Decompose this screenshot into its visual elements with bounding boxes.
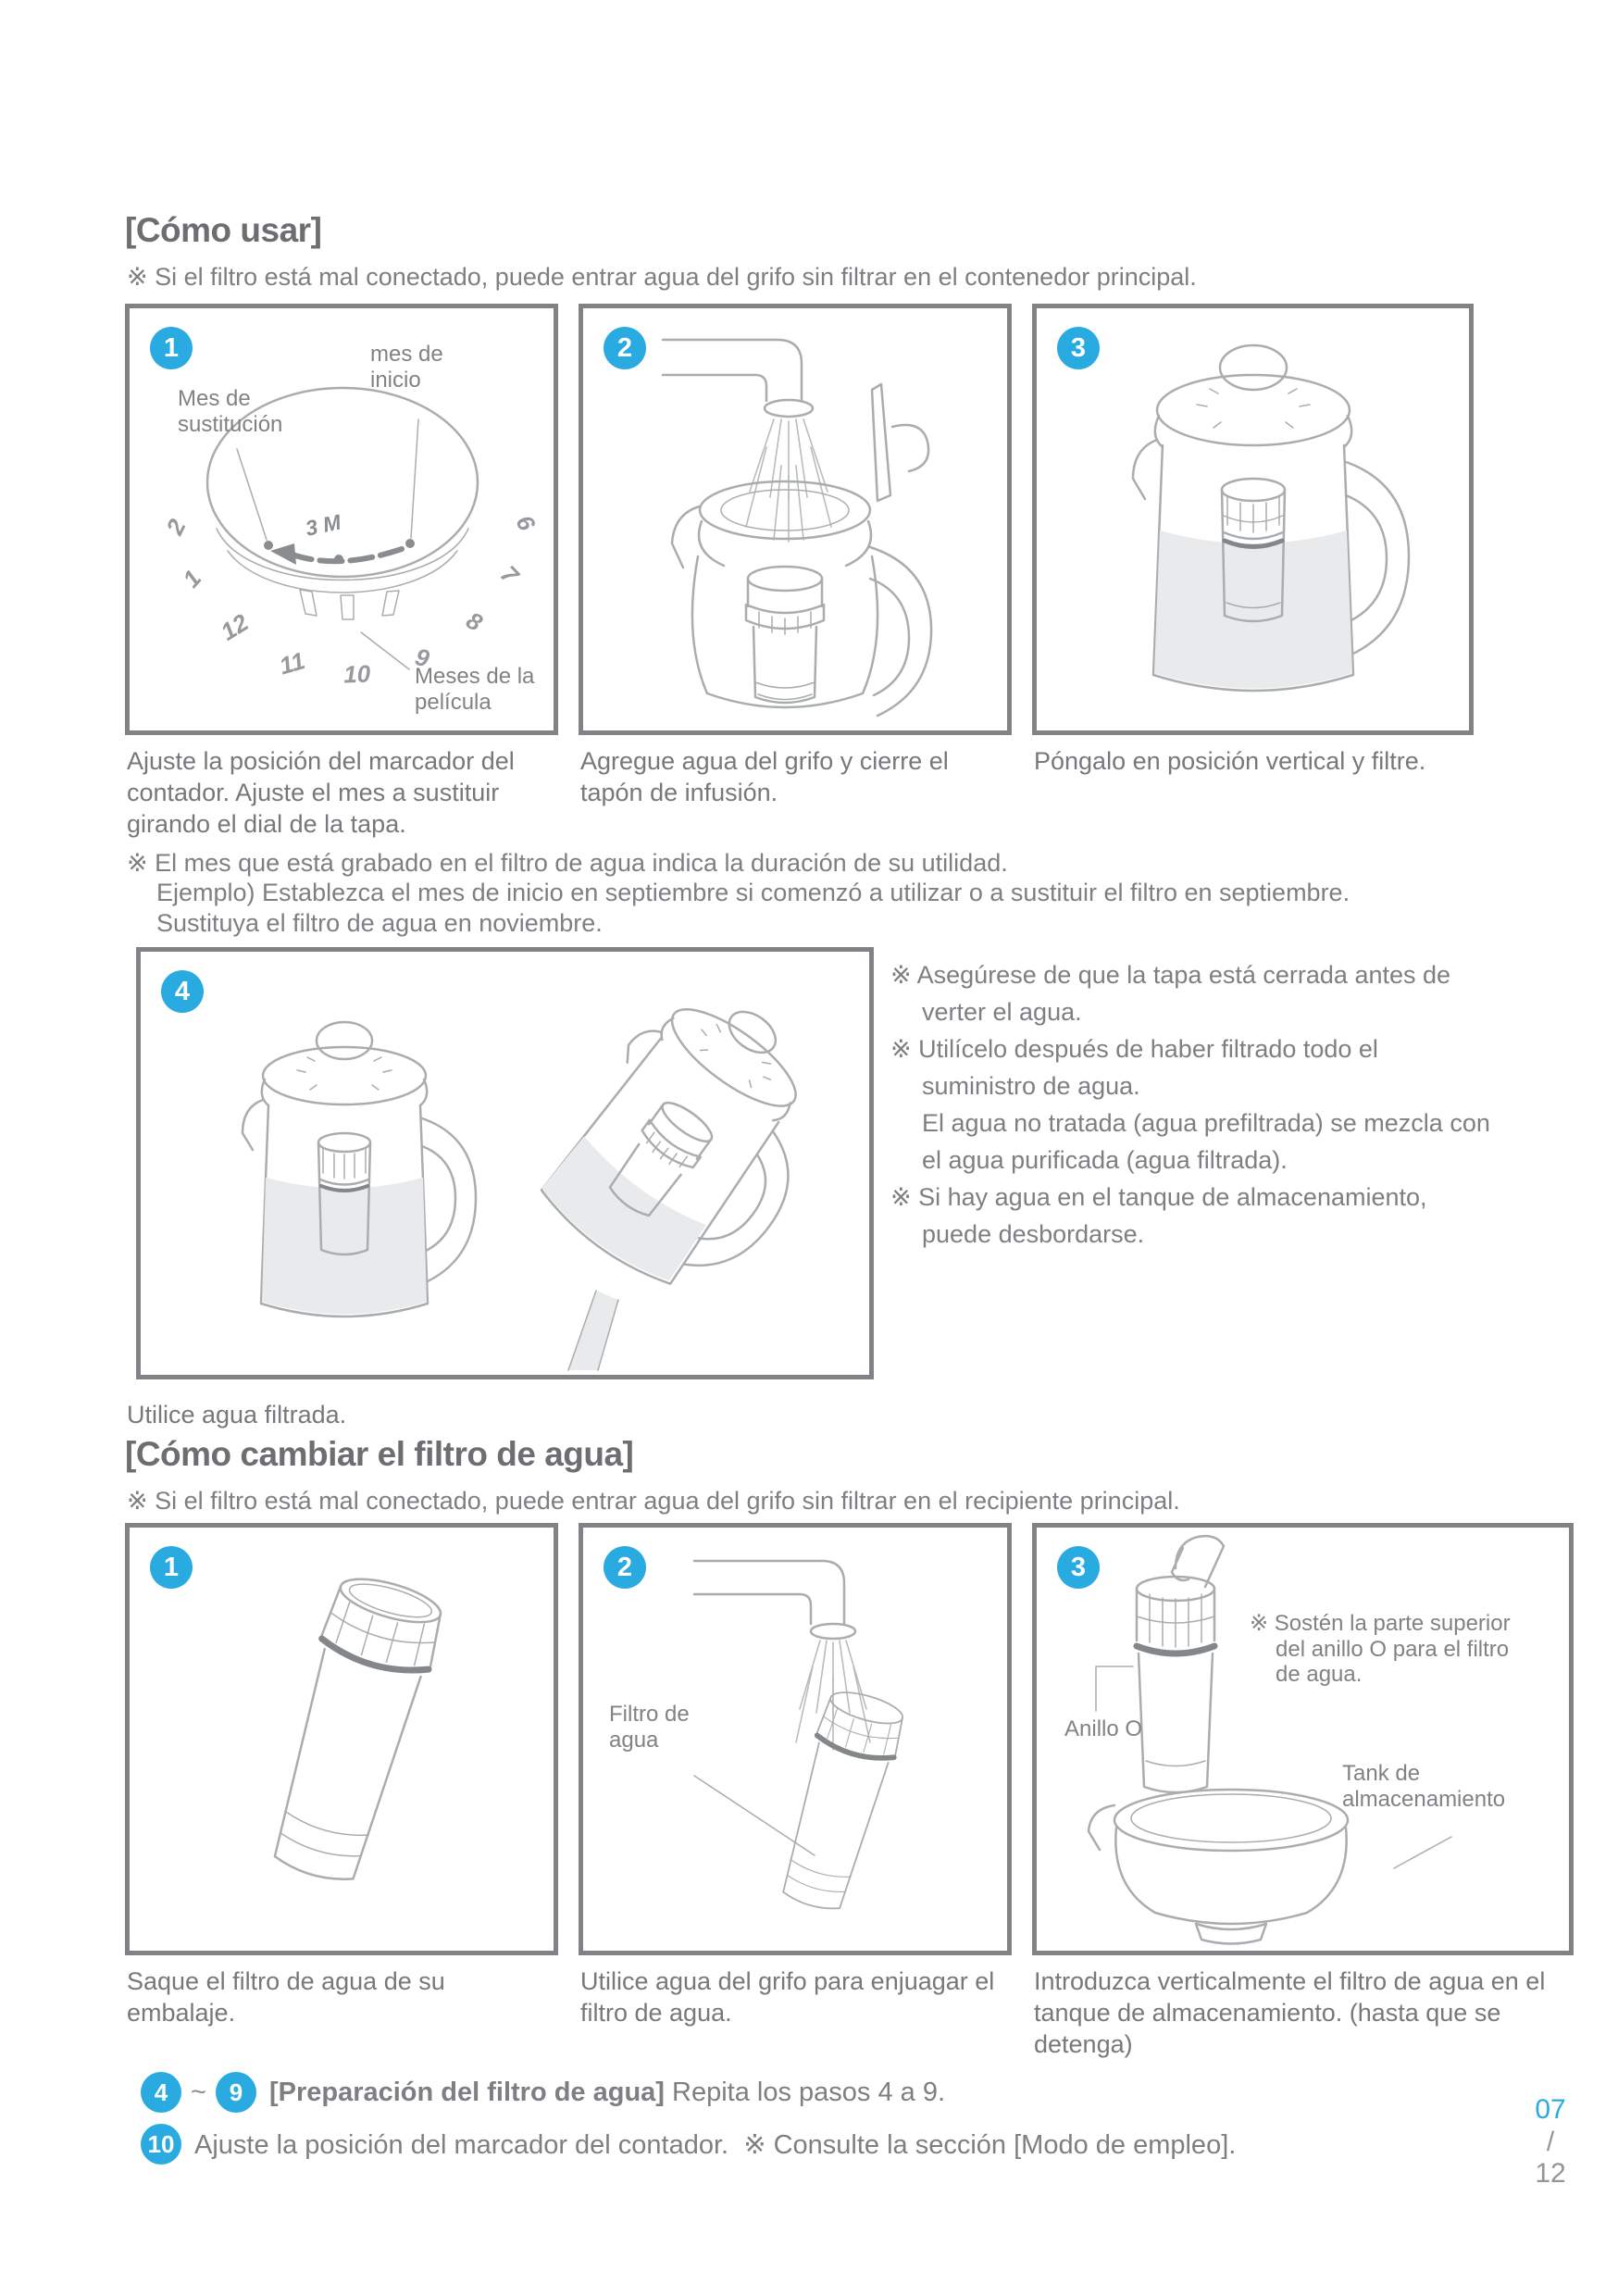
step-badge: 2 [604, 327, 646, 369]
tilde-separator: ~ [191, 2077, 206, 2107]
dial-number: 2 [160, 514, 192, 540]
step-badge: 3 [1057, 1546, 1100, 1589]
pour-note-line: ※ Utilícelo después de haber filtrado todo el suministro de agua. [890, 1034, 1378, 1100]
dial-number: 9 [412, 642, 432, 673]
pour-notes [890, 957, 1492, 1254]
steps-marker-text: Ajuste la posición del marcador del contador. ※ Consulte la sección [Modo de empleo]. [194, 2129, 1237, 2160]
step-badge: 2 [604, 1546, 646, 1589]
caption-use-step3: Póngalo en posición vertical y filtre. [1034, 747, 1426, 775]
dial-number: 11 [276, 646, 308, 680]
step-badge: 10 [141, 2124, 181, 2165]
page-number-total: 12 [1535, 2158, 1566, 2189]
faucet-fill-illustration [583, 308, 1007, 730]
dial-number: 6 [510, 510, 541, 536]
section2-note: ※ Si el filtro está mal conectado, puede entrar agua del grifo sin filtrar en el recipiente principal. [127, 1487, 1180, 1515]
dial-number: 12 [216, 607, 254, 646]
panel-use-step1 [125, 304, 558, 735]
month-note-line: Sustituya el filtro de agua en noviembre. [156, 908, 603, 937]
jug-upright-illustration [1037, 308, 1469, 730]
steps-repeat-bold: [Preparación del filtro de agua] [268, 2077, 665, 2107]
label-start-month: mes de inicio [370, 342, 443, 393]
page-number-current: 07 [1535, 2094, 1566, 2125]
caption-use-step4: Utilice agua filtrada. [127, 1401, 347, 1429]
pour-note-line: ※ Asegúrese de que la tapa está cerrada antes de verter el agua. [890, 961, 1451, 1026]
dial-number: 1 [177, 564, 207, 593]
label-hold-note: ※ Sostén la parte superior del anillo O para el filtro de agua. [1250, 1611, 1511, 1688]
month-note-line: ※ El mes que está grabado en el filtro de agua indica la duración de su utilidad. [127, 849, 1008, 877]
pour-note-line: ※ Si hay agua en el tanque de almacenamiento, puede desbordarse. [890, 1182, 1427, 1248]
pour-water-illustration [141, 952, 869, 1375]
panel-use-step3 [1032, 304, 1474, 735]
caption-use-step2: Agregue agua del grifo y cierre el tapón de infusión. [580, 747, 949, 806]
month-note-line: Ejemplo) Establezca el mes de inicio en septiembre si comenzó a utilizar o a sustituir el filtro en septiembre. [156, 879, 1350, 907]
caption-change-step1: Saque el filtro de agua de su embalaje. [127, 1967, 445, 2027]
section1-title: [Cómo usar] [125, 211, 322, 249]
panel-change-step1 [125, 1523, 558, 1955]
steps-repeat-text: Repita los pasos 4 a 9. [664, 2077, 946, 2107]
step-badge: 4 [161, 970, 204, 1013]
steps-repeat-line [141, 2072, 945, 2113]
section2-title: [Cómo cambiar el filtro de agua] [125, 1435, 634, 1473]
pour-note-line: El agua no tratada (agua prefiltrada) se mezcla con el agua purificada (agua filtrada). [922, 1108, 1490, 1174]
step-badge: 1 [150, 1546, 193, 1589]
step-badge: 1 [150, 327, 193, 369]
caption-change-step2: Utilice agua del grifo para enjuagar el filtro de agua. [580, 1967, 995, 2027]
dial-3m-label: 3 M [303, 509, 343, 541]
panel-change-step2 [579, 1523, 1012, 1955]
label-storage-tank: Tank de almacenamiento [1342, 1761, 1506, 1812]
caption-change-step3: Introduzca verticalmente el filtro de agua en el tanque de almacenamiento. (hasta que se detenga) [1034, 1967, 1546, 2058]
section1-note: ※ Si el filtro está mal conectado, puede entrar agua del grifo sin filtrar en el contenedor principal. [127, 263, 1197, 291]
month-notes [127, 848, 1534, 938]
step-badge: 3 [1057, 327, 1100, 369]
dial-number: 8 [461, 605, 488, 637]
dial-number: 10 [342, 659, 371, 689]
steps-marker-line [141, 2124, 1236, 2165]
step-badge: 4 [141, 2072, 181, 2113]
panel-use-step4 [136, 947, 874, 1379]
label-water-filter: Filtro de agua [609, 1702, 690, 1753]
page-number [1516, 2094, 1585, 2190]
label-replacement-month: Mes de sustitución [178, 386, 283, 437]
caption-use-step1: Ajuste la posición del marcador del contador. Ajuste el mes a sustituir girando el dial de la tapa. [127, 747, 515, 838]
label-o-ring: Anillo O [1064, 1716, 1143, 1741]
dial-number: 7 [494, 560, 525, 590]
dial-arrow [292, 549, 402, 561]
page-number-separator: / [1546, 2126, 1555, 2157]
label-film-months: Meses de la película [415, 664, 535, 715]
step-badge: 9 [216, 2072, 256, 2113]
panel-use-step2 [579, 304, 1012, 735]
filter-cartridge-illustration [130, 1528, 554, 1951]
panel-change-step3 [1032, 1523, 1574, 1955]
